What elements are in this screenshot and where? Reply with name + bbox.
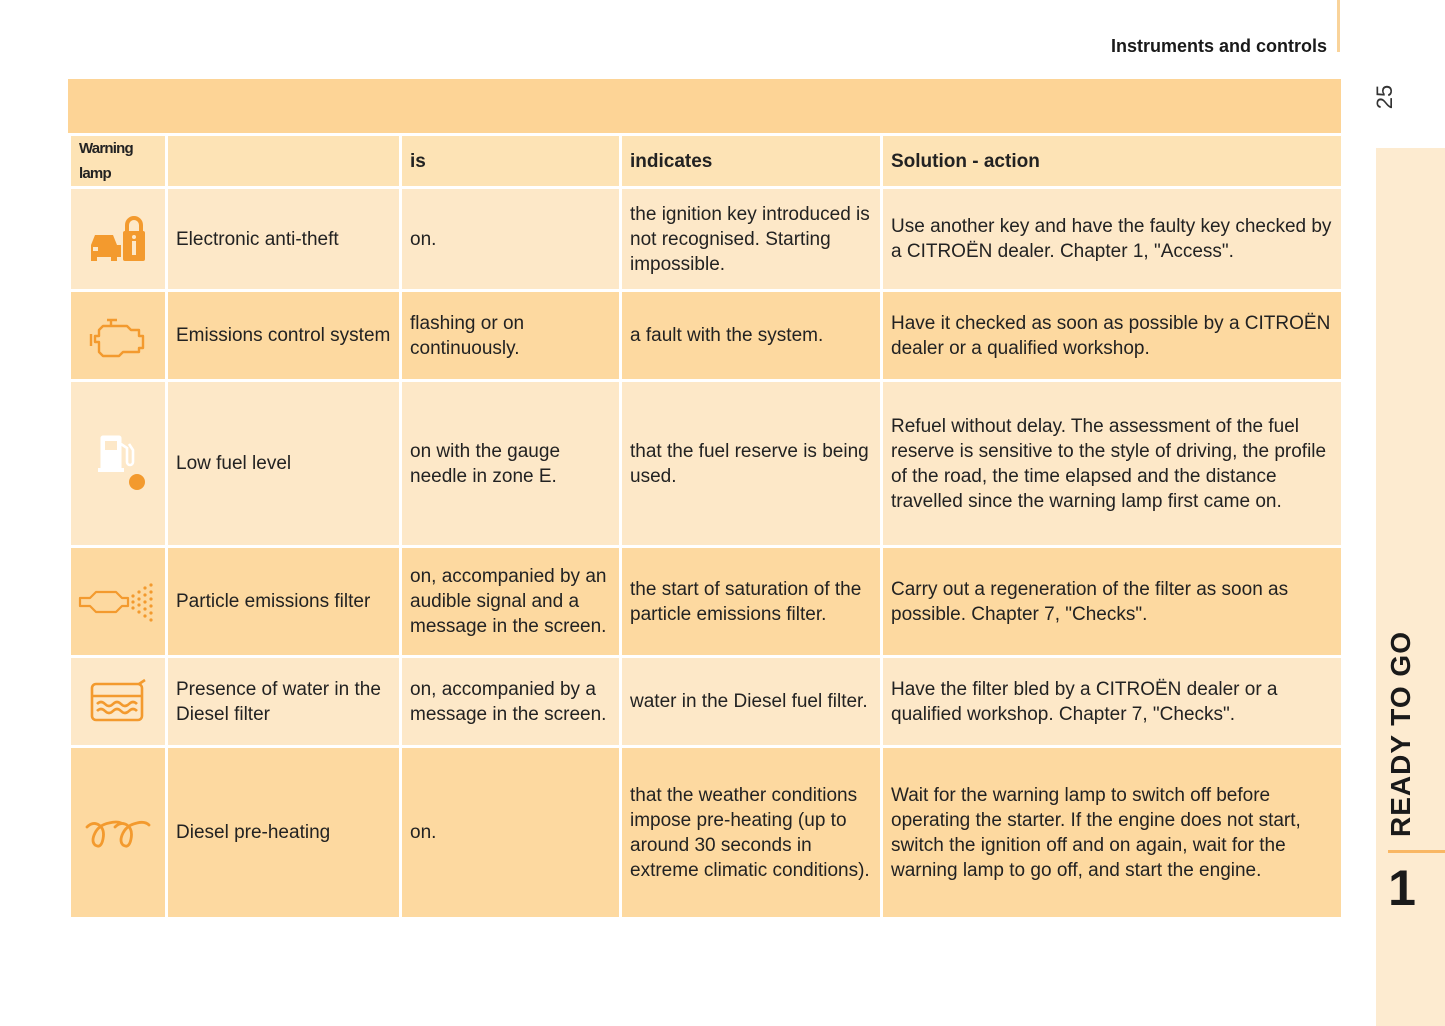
glow-plug-icon: [83, 811, 153, 855]
lamp-icon-cell: [70, 381, 167, 547]
table-row: [70, 381, 1343, 547]
lamp-solution: Wait for the warning lamp to switch off before operating the starter. If the engine does not start, switch the ignition off and on again, wait for the warning lamp to go off, and start the engine.: [882, 747, 1343, 919]
table-row: [70, 291, 1343, 381]
header-rule: [1337, 0, 1340, 52]
lamp-solution: Refuel without delay. The assessment of the fuel reserve is sensitive to the style of driving, the profile of the road, the time elapsed and the distance travelled since the warning lamp first came on.: [882, 381, 1343, 547]
table-row: [70, 657, 1343, 747]
lamp-name: Emissions control system: [167, 291, 401, 381]
lamp-name: Low fuel level: [167, 381, 401, 547]
chapter-tab-rule: [1388, 850, 1445, 853]
lamp-indicates: a fault with the system.: [621, 291, 882, 381]
water-in-diesel-icon: [87, 678, 149, 726]
lamp-solution: Carry out a regeneration of the filter as soon as possible. Chapter 7, "Checks".: [882, 547, 1343, 657]
lamp-icon-cell: [70, 291, 167, 381]
lamp-indicates: that the fuel reserve is being used.: [621, 381, 882, 547]
fuel-pump-icon: [87, 432, 149, 496]
lamp-name: Presence of water in the Diesel filter: [167, 657, 401, 747]
engine-icon: [87, 312, 149, 360]
header-is: is: [401, 135, 621, 188]
header-warning-lamp: Warning lamp: [70, 135, 167, 188]
table-row: [70, 188, 1343, 291]
lamp-solution: Use another key and have the faulty key checked by a CITROËN dealer. Chapter 1, "Access".: [882, 188, 1343, 291]
lamp-name: Diesel pre-heating: [167, 747, 401, 919]
lamp-icon-cell: [70, 657, 167, 747]
warning-lamp-table: [68, 133, 1344, 920]
lamp-solution: Have it checked as soon as possible by a CITROËN dealer or a qualified workshop.: [882, 291, 1343, 381]
lamp-name: Electronic anti-theft: [167, 188, 401, 291]
table-banner: [68, 79, 1341, 133]
lamp-icon-cell: [70, 188, 167, 291]
lamp-is: on.: [401, 747, 621, 919]
section-title: Instruments and controls: [1110, 36, 1327, 56]
chapter-number: 1: [1388, 860, 1416, 916]
lamp-solution: Have the filter bled by a CITROËN dealer or a qualified workshop. Chapter 7, "Checks".: [882, 657, 1343, 747]
lamp-is: on with the gauge needle in zone E.: [401, 381, 621, 547]
lamp-indicates: that the weather conditions impose pre-heating (up to around 30 seconds in extreme climatic conditions).: [621, 747, 882, 919]
table-row: [70, 747, 1343, 919]
particle-filter-icon: [78, 578, 158, 626]
lamp-is: on, accompanied by an audible signal and a message in the screen.: [401, 547, 621, 657]
header-solution: Solution - action: [882, 135, 1343, 188]
chapter-tab-label: READY TO GO: [1385, 631, 1416, 838]
lamp-icon-cell: [70, 547, 167, 657]
page-number: 25: [1372, 84, 1397, 110]
table-row: [70, 547, 1343, 657]
lamp-name: Particle emissions filter: [167, 547, 401, 657]
lamp-icon-cell: [70, 747, 167, 919]
header-indicates: indicates: [621, 135, 882, 188]
lamp-is: on, accompanied by a message in the screen.: [401, 657, 621, 747]
lamp-indicates: the ignition key introduced is not recognised. Starting impossible.: [621, 188, 882, 291]
lamp-indicates: the start of saturation of the particle emissions filter.: [621, 547, 882, 657]
lamp-is: flashing or on continuously.: [401, 291, 621, 381]
lamp-indicates: water in the Diesel fuel filter.: [621, 657, 882, 747]
anti-theft-icon: [87, 215, 149, 263]
lamp-is: on.: [401, 188, 621, 291]
header-name: [167, 135, 401, 188]
table-header-row: [70, 135, 1343, 188]
